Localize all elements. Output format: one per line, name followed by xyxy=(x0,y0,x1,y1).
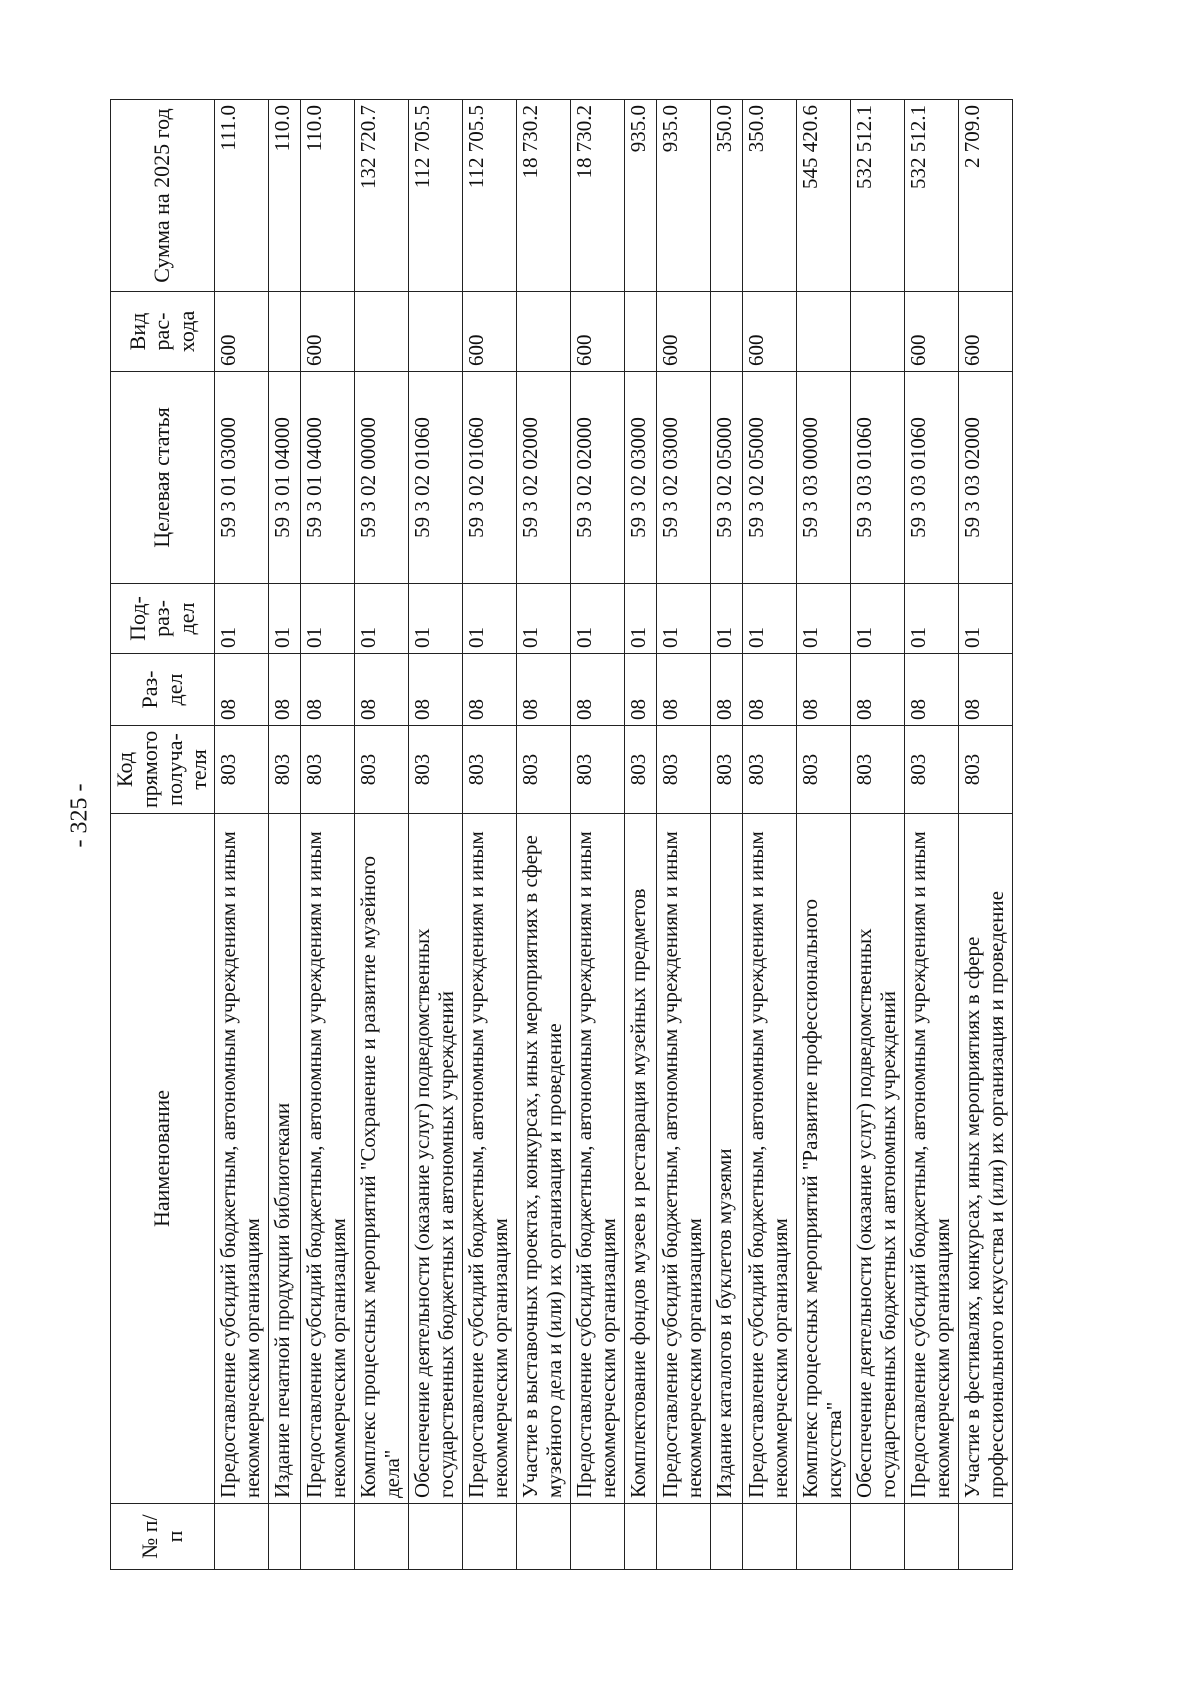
cell-num xyxy=(905,1504,959,1570)
cell-name: Предоставление субсидий бюджетным, автономным учреждениям и иным некоммерческим организациям xyxy=(743,814,797,1504)
cell-recipient-code: 803 xyxy=(657,726,711,814)
cell-target-article: 59 3 01 03000 xyxy=(215,372,269,584)
cell-name: Предоставление субсидий бюджетным, автономным учреждениям и иным некоммерческим организациям xyxy=(463,814,517,1504)
cell-subsection: 01 xyxy=(959,584,1013,654)
cell-target-article: 59 3 02 02000 xyxy=(517,372,571,584)
cell-sum: 935.0 xyxy=(657,100,711,292)
cell-expense-type xyxy=(517,292,571,372)
cell-subsection: 01 xyxy=(905,584,959,654)
table-row xyxy=(463,100,517,1570)
cell-subsection: 01 xyxy=(571,584,625,654)
cell-target-article: 59 3 02 02000 xyxy=(571,372,625,584)
table-row xyxy=(571,100,625,1570)
cell-section: 08 xyxy=(711,654,743,726)
cell-sum: 112 705.5 xyxy=(463,100,517,292)
cell-subsection: 01 xyxy=(851,584,905,654)
cell-section: 08 xyxy=(905,654,959,726)
cell-recipient-code: 803 xyxy=(571,726,625,814)
cell-name: Участие в выставочных проектах, конкурсах, иных мероприятиях в сфере музейного дела и (или) их организация и проведение xyxy=(517,814,571,1504)
cell-target-article: 59 3 02 01060 xyxy=(463,372,517,584)
header-row xyxy=(111,100,215,1570)
cell-num xyxy=(269,1504,301,1570)
table-row xyxy=(301,100,355,1570)
cell-recipient-code: 803 xyxy=(743,726,797,814)
cell-subsection: 01 xyxy=(657,584,711,654)
cell-sum: 935.0 xyxy=(625,100,657,292)
cell-name: Комплектование фондов музеев и реставрация музейных предметов xyxy=(625,814,657,1504)
cell-section: 08 xyxy=(797,654,851,726)
cell-num xyxy=(463,1504,517,1570)
cell-name: Обеспечение деятельности (оказание услуг) подведомственных государственных бюджетных и автономных учреждений xyxy=(409,814,463,1504)
cell-target-article: 59 3 03 01060 xyxy=(905,372,959,584)
cell-expense-type: 600 xyxy=(215,292,269,372)
cell-section: 08 xyxy=(463,654,517,726)
cell-target-article: 59 3 02 00000 xyxy=(355,372,409,584)
cell-target-article: 59 3 03 00000 xyxy=(797,372,851,584)
cell-section: 08 xyxy=(743,654,797,726)
header-name: Наименование xyxy=(111,814,215,1504)
budget-table-container xyxy=(110,100,1110,1570)
cell-name: Участие в фестивалях, конкурсах, иных мероприятиях в сфере профессионального искусства и (или) их организация и проведение xyxy=(959,814,1013,1504)
cell-expense-type xyxy=(797,292,851,372)
table-row xyxy=(797,100,851,1570)
header-section: Раз-дел xyxy=(111,654,215,726)
cell-section: 08 xyxy=(571,654,625,726)
cell-sum: 110.0 xyxy=(301,100,355,292)
table-row xyxy=(215,100,269,1570)
cell-num xyxy=(215,1504,269,1570)
cell-subsection: 01 xyxy=(355,584,409,654)
cell-expense-type: 600 xyxy=(571,292,625,372)
cell-section: 08 xyxy=(409,654,463,726)
cell-recipient-code: 803 xyxy=(851,726,905,814)
cell-subsection: 01 xyxy=(517,584,571,654)
cell-target-article: 59 3 01 04000 xyxy=(269,372,301,584)
cell-subsection: 01 xyxy=(743,584,797,654)
cell-sum: 132 720.7 xyxy=(355,100,409,292)
cell-sum: 532 512.1 xyxy=(905,100,959,292)
cell-section: 08 xyxy=(355,654,409,726)
table-row xyxy=(409,100,463,1570)
cell-target-article: 59 3 03 01060 xyxy=(851,372,905,584)
cell-recipient-code: 803 xyxy=(355,726,409,814)
cell-num xyxy=(409,1504,463,1570)
cell-sum: 111.0 xyxy=(215,100,269,292)
cell-sum: 110.0 xyxy=(269,100,301,292)
header-recipient-code: Код прямого получа-теля xyxy=(111,726,215,814)
cell-recipient-code: 803 xyxy=(711,726,743,814)
cell-sum: 112 705.5 xyxy=(409,100,463,292)
cell-target-article: 59 3 02 01060 xyxy=(409,372,463,584)
cell-subsection: 01 xyxy=(215,584,269,654)
cell-recipient-code: 803 xyxy=(269,726,301,814)
cell-subsection: 01 xyxy=(463,584,517,654)
cell-expense-type xyxy=(625,292,657,372)
cell-name: Предоставление субсидий бюджетным, автономным учреждениям и иным некоммерческим организациям xyxy=(571,814,625,1504)
cell-subsection: 01 xyxy=(301,584,355,654)
cell-section: 08 xyxy=(301,654,355,726)
cell-sum: 18 730.2 xyxy=(571,100,625,292)
header-sum-2025: Сумма на 2025 год xyxy=(111,100,215,292)
cell-expense-type: 600 xyxy=(905,292,959,372)
cell-recipient-code: 803 xyxy=(409,726,463,814)
cell-expense-type xyxy=(851,292,905,372)
cell-num xyxy=(517,1504,571,1570)
cell-expense-type: 600 xyxy=(463,292,517,372)
cell-name: Издание печатной продукции библиотеками xyxy=(269,814,301,1504)
cell-expense-type: 600 xyxy=(657,292,711,372)
cell-num xyxy=(797,1504,851,1570)
cell-name: Предоставление субсидий бюджетным, автономным учреждениям и иным некоммерческим организациям xyxy=(215,814,269,1504)
cell-name: Издание каталогов и буклетов музеями xyxy=(711,814,743,1504)
cell-subsection: 01 xyxy=(711,584,743,654)
cell-section: 08 xyxy=(851,654,905,726)
cell-expense-type xyxy=(409,292,463,372)
cell-section: 08 xyxy=(625,654,657,726)
cell-recipient-code: 803 xyxy=(215,726,269,814)
cell-name: Предоставление субсидий бюджетным, автономным учреждениям и иным некоммерческим организациям xyxy=(657,814,711,1504)
cell-expense-type: 600 xyxy=(959,292,1013,372)
cell-subsection: 01 xyxy=(625,584,657,654)
cell-target-article: 59 3 02 03000 xyxy=(625,372,657,584)
cell-expense-type: 600 xyxy=(743,292,797,372)
cell-name: Обеспечение деятельности (оказание услуг) подведомственных государственных бюджетных и автономных учреждений xyxy=(851,814,905,1504)
cell-recipient-code: 803 xyxy=(959,726,1013,814)
cell-target-article: 59 3 02 05000 xyxy=(711,372,743,584)
cell-num xyxy=(743,1504,797,1570)
cell-recipient-code: 803 xyxy=(797,726,851,814)
table-row xyxy=(625,100,657,1570)
cell-expense-type: 600 xyxy=(301,292,355,372)
cell-num xyxy=(851,1504,905,1570)
cell-num xyxy=(301,1504,355,1570)
cell-section: 08 xyxy=(959,654,1013,726)
cell-num xyxy=(355,1504,409,1570)
cell-target-article: 59 3 01 04000 xyxy=(301,372,355,584)
cell-sum: 350.0 xyxy=(743,100,797,292)
cell-num xyxy=(711,1504,743,1570)
cell-num xyxy=(959,1504,1013,1570)
table-row xyxy=(851,100,905,1570)
cell-expense-type xyxy=(269,292,301,372)
cell-expense-type xyxy=(355,292,409,372)
cell-target-article: 59 3 02 05000 xyxy=(743,372,797,584)
cell-sum: 532 512.1 xyxy=(851,100,905,292)
cell-expense-type xyxy=(711,292,743,372)
table-row xyxy=(743,100,797,1570)
cell-sum: 350.0 xyxy=(711,100,743,292)
cell-subsection: 01 xyxy=(409,584,463,654)
cell-target-article: 59 3 03 02000 xyxy=(959,372,1013,584)
cell-recipient-code: 803 xyxy=(625,726,657,814)
cell-section: 08 xyxy=(657,654,711,726)
table-row xyxy=(711,100,743,1570)
cell-section: 08 xyxy=(215,654,269,726)
table-row xyxy=(657,100,711,1570)
table-row xyxy=(269,100,301,1570)
table-row xyxy=(959,100,1013,1570)
cell-section: 08 xyxy=(269,654,301,726)
table-row xyxy=(355,100,409,1570)
cell-subsection: 01 xyxy=(269,584,301,654)
cell-num xyxy=(571,1504,625,1570)
cell-subsection: 01 xyxy=(797,584,851,654)
cell-sum: 545 420.6 xyxy=(797,100,851,292)
cell-num xyxy=(657,1504,711,1570)
page-number: - 325 - xyxy=(66,783,93,848)
header-num: № п/п xyxy=(111,1504,215,1570)
cell-target-article: 59 3 02 03000 xyxy=(657,372,711,584)
cell-name: Комплекс процессных мероприятий "Развитие профессионального искусства" xyxy=(797,814,851,1504)
header-target-article: Целевая статья xyxy=(111,372,215,584)
cell-section: 08 xyxy=(517,654,571,726)
cell-recipient-code: 803 xyxy=(301,726,355,814)
cell-name: Предоставление субсидий бюджетным, автономным учреждениям и иным некоммерческим организациям xyxy=(905,814,959,1504)
cell-num xyxy=(625,1504,657,1570)
budget-table xyxy=(110,99,1013,1570)
cell-sum: 18 730.2 xyxy=(517,100,571,292)
cell-recipient-code: 803 xyxy=(905,726,959,814)
cell-recipient-code: 803 xyxy=(463,726,517,814)
table-row xyxy=(517,100,571,1570)
cell-name: Предоставление субсидий бюджетным, автономным учреждениям и иным некоммерческим организациям xyxy=(301,814,355,1504)
cell-name: Комплекс процессных мероприятий "Сохранение и развитие музейного дела" xyxy=(355,814,409,1504)
header-subsection: Под-раз-дел xyxy=(111,584,215,654)
table-row xyxy=(905,100,959,1570)
header-expense-type: Вид рас-хода xyxy=(111,292,215,372)
cell-recipient-code: 803 xyxy=(517,726,571,814)
cell-sum: 2 709.0 xyxy=(959,100,1013,292)
